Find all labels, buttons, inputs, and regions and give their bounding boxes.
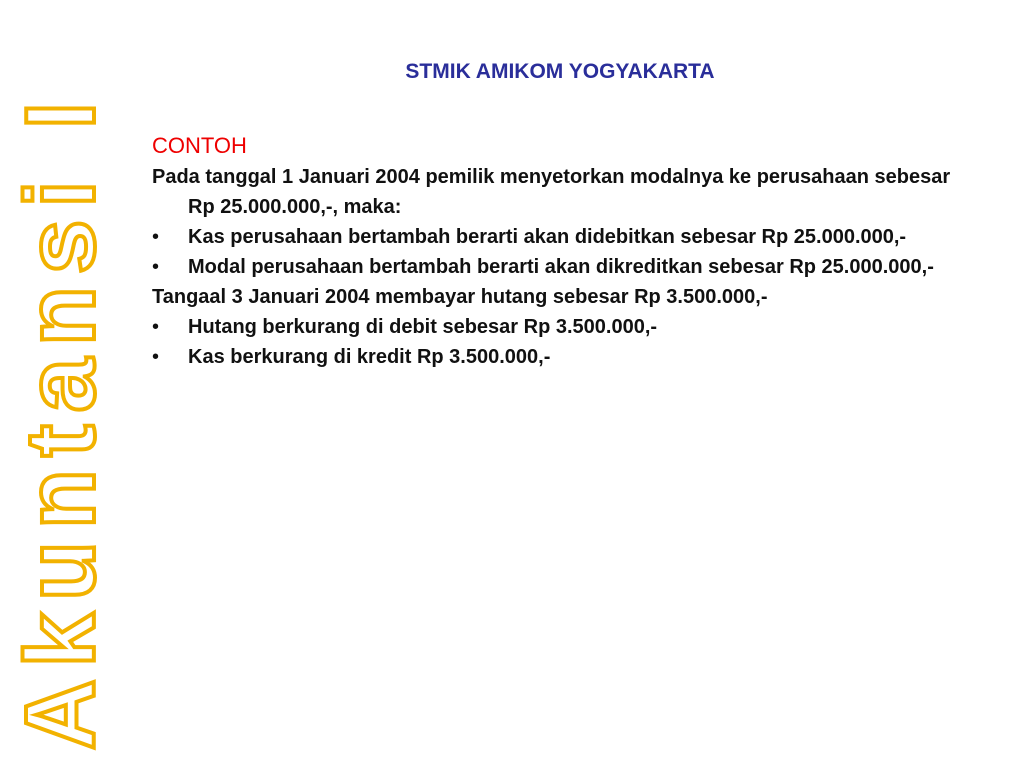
paragraph-2: Tangaal 3 Januari 2004 membayar hutang sebesar Rp 3.500.000,- bbox=[152, 286, 768, 308]
bullet-item bbox=[152, 252, 972, 282]
content-heading: CONTOH bbox=[152, 133, 247, 158]
bullet-text: Kas perusahaan bertambah berarti akan didebitkan sebesar Rp 25.000.000,- bbox=[188, 226, 907, 248]
bullet-dot: • bbox=[152, 316, 160, 338]
bullet-item bbox=[152, 342, 972, 372]
bullet-text: Hutang berkurang di debit sebesar Rp 3.500.000,- bbox=[188, 316, 658, 338]
bullet-text: Kas berkurang di kredit Rp 3.500.000,- bbox=[188, 346, 551, 368]
sidebar-vertical-title: Akuntansi I bbox=[5, 89, 115, 751]
bullet-dot: • bbox=[152, 226, 160, 248]
bullet-text: Modal perusahaan bertambah berarti akan dikreditkan sebesar Rp 25.000.000,- bbox=[188, 256, 934, 278]
page-header-title: STMIK AMIKOM YOGYAKARTA bbox=[405, 60, 715, 83]
paragraph-1: Pada tanggal 1 Januari 2004 pemilik menyetorkan modalnya ke perusahaan sebesar Rp 25.000.000,-, maka: bbox=[152, 166, 951, 218]
bullet-dot: • bbox=[152, 346, 160, 368]
bullet-dot: • bbox=[152, 256, 160, 278]
slide-content bbox=[152, 130, 972, 372]
bullet-item bbox=[152, 312, 972, 342]
bullet-item bbox=[152, 222, 972, 252]
